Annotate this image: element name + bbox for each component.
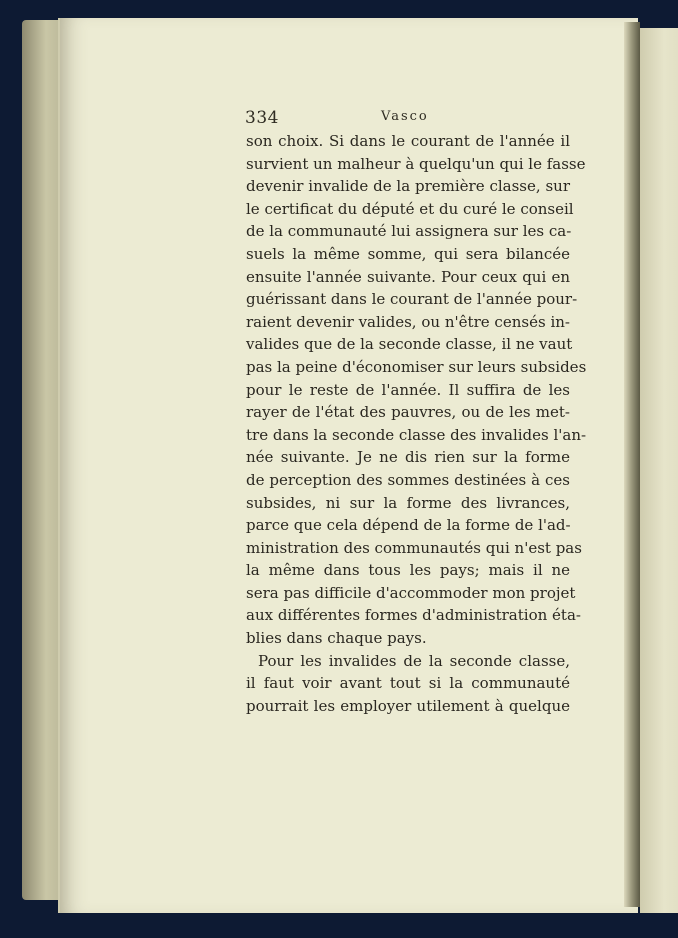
book-gutter	[624, 22, 640, 907]
text-line: pour le reste de l'année. Il suffira de les	[246, 380, 570, 399]
text-line: pourrait les employer utilement à quelque	[246, 696, 570, 715]
text-line: parce que cela dépend de la forme de l'ad-	[246, 516, 571, 535]
text-line: survient un malheur à quelqu'un qui le fasse	[246, 154, 586, 173]
text-line: blies dans chaque pays.	[246, 629, 427, 648]
text-line: valides que de la seconde classe, il ne vaut	[246, 335, 573, 354]
text-line: tre dans la seconde classe des invalides l'an-	[246, 425, 587, 444]
page-number: 334	[245, 108, 279, 128]
text-line: sera pas difficile d'accommoder mon projet	[246, 583, 576, 602]
facing-page-edge	[640, 28, 678, 913]
text-line: le certificat du député et du curé le conseil	[246, 199, 574, 218]
text-line: suels la même somme, qui sera bilancée	[246, 244, 570, 263]
text-line: aux différentes formes d'administration éta-	[246, 606, 581, 625]
text-line: raient devenir valides, ou n'être censés in-	[246, 312, 570, 331]
text-line: Pour les invalides de la seconde classe,	[258, 651, 570, 670]
running-head: Vasco	[381, 109, 429, 124]
text-line: ministration des communautés qui n'est pas	[246, 538, 582, 557]
page-header	[245, 108, 575, 130]
text-line: devenir invalide de la première classe, sur	[246, 177, 570, 196]
text-line: ensuite l'année suivante. Pour ceux qui en	[246, 267, 570, 286]
body-text	[246, 130, 587, 717]
text-line: née suivante. Je ne dis rien sur la forme	[246, 448, 570, 467]
text-line: de perception des sommes destinées à ces	[246, 470, 570, 489]
text-line: rayer de l'état des pauvres, ou de les met-	[246, 403, 570, 422]
text-line: guérissant dans le courant de l'année pour-	[246, 290, 578, 309]
text-line: la même dans tous les pays; mais il ne	[246, 561, 570, 580]
text-line: subsides, ni sur la forme des livrances,	[246, 493, 570, 512]
text-line: son choix. Si dans le courant de l'année il	[246, 132, 570, 150]
text-line: pas la peine d'économiser sur leurs subsides	[246, 357, 587, 376]
text-line: il faut voir avant tout si la communauté	[246, 674, 570, 693]
text-line: de la communauté lui assignera sur les ca-	[246, 222, 572, 241]
